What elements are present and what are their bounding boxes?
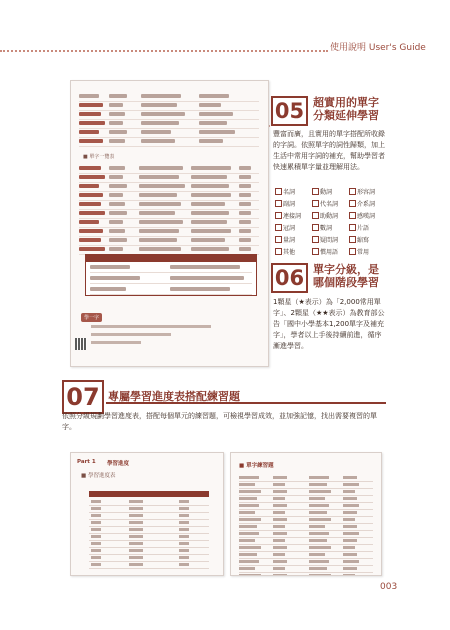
checklist-item-label: 疑問詞 xyxy=(320,237,339,244)
header-title: 使用說明 User's Guide xyxy=(330,43,426,53)
section-07-underline xyxy=(106,402,386,404)
checklist-item-label: 連接詞 xyxy=(283,213,302,220)
thumbnail-note-line xyxy=(91,341,141,344)
thumbnail-example-box xyxy=(85,254,257,296)
progress-page-thumbnail xyxy=(70,452,224,576)
checklist-item-label: 感嘆詞 xyxy=(357,213,376,220)
checkbox-icon xyxy=(312,212,319,219)
exercise-heading: ■ 單字練習題 xyxy=(239,463,274,469)
checklist-item xyxy=(312,212,348,221)
checkbox-icon xyxy=(275,212,282,219)
progress-subheading: ■ 學習進度表 xyxy=(81,473,116,479)
checklist-item-label: 形容詞 xyxy=(357,189,376,196)
thumbnail-caption: ■ 單字一覽表 xyxy=(83,154,115,160)
progress-heading: 學習進度 xyxy=(107,461,130,467)
checkbox-icon xyxy=(312,188,319,195)
checklist-item-label: 慣用語 xyxy=(320,249,339,256)
section-05-title-line1: 超實用的單字 xyxy=(313,96,379,109)
checklist-item xyxy=(275,236,311,245)
section-07-title: 專屬學習進度表搭配練習題 xyxy=(108,390,240,403)
qr-code-icon xyxy=(75,338,87,350)
checklist-item xyxy=(349,188,385,197)
checklist-item-label: 量詞 xyxy=(283,237,296,244)
checklist-item xyxy=(349,212,385,221)
thumbnail-table-top xyxy=(79,93,259,147)
checklist-item xyxy=(312,248,348,257)
section-05-number: 05 xyxy=(271,96,308,126)
checklist-item xyxy=(312,188,348,197)
progress-table-header xyxy=(89,491,209,497)
checkbox-icon xyxy=(312,224,319,231)
checklist-item xyxy=(312,236,348,245)
thumbnail-note-tag: 學一字 xyxy=(81,313,102,322)
checkbox-icon xyxy=(312,248,319,255)
checklist-item xyxy=(275,248,311,257)
section-05-title-line2: 分類延伸學習 xyxy=(313,109,379,122)
checkbox-icon xyxy=(275,188,282,195)
section-07-number: 07 xyxy=(62,380,104,414)
section-06-number: 06 xyxy=(271,263,308,293)
thumbnail-note-line xyxy=(91,325,211,328)
checkbox-icon xyxy=(349,188,356,195)
checklist-item-label: 其他 xyxy=(283,249,296,256)
checklist-item-label: 助動詞 xyxy=(320,213,339,220)
thumbnail-note-line xyxy=(91,333,171,336)
checklist-item xyxy=(349,248,385,257)
checkbox-icon xyxy=(275,248,282,255)
progress-part-tag: Part 1 xyxy=(77,459,96,465)
checkbox-icon xyxy=(349,248,356,255)
checkbox-icon xyxy=(312,236,319,243)
checkbox-icon xyxy=(275,236,282,243)
checklist-item xyxy=(312,224,348,233)
checklist-item-label: 冠詞 xyxy=(283,225,296,232)
checklist-item-label: 動詞 xyxy=(320,189,333,196)
exercise-table xyxy=(239,475,373,576)
progress-table xyxy=(89,499,209,569)
part-of-speech-checklist xyxy=(275,188,385,257)
header-rule xyxy=(0,50,328,52)
checklist-item-label: 名詞 xyxy=(283,189,296,196)
checkbox-icon xyxy=(349,200,356,207)
checklist-item-label: 代名詞 xyxy=(320,201,339,208)
checklist-item-label: 常用 xyxy=(357,249,370,256)
checklist-item xyxy=(275,200,311,209)
thumbnail-table-main xyxy=(79,165,259,255)
checkbox-icon xyxy=(349,236,356,243)
checklist-item-label: 片語 xyxy=(357,225,370,232)
checkbox-icon xyxy=(349,212,356,219)
section-06-title-line1: 單字分級，是 xyxy=(313,263,379,276)
checkbox-icon xyxy=(275,224,282,231)
checklist-item xyxy=(312,200,348,209)
checklist-item xyxy=(275,224,311,233)
section-06-title-line2: 哪個階段學習 xyxy=(313,276,379,289)
checklist-item-label: 介系詞 xyxy=(357,201,376,208)
checklist-item xyxy=(349,236,385,245)
checklist-item xyxy=(275,212,311,221)
checklist-item-label: 數詞 xyxy=(320,225,333,232)
checkbox-icon xyxy=(312,200,319,207)
page-number: 003 xyxy=(380,582,398,592)
section-05-body: 豐富而廣，且實用的單字搭配所收錄的字詞。依照單字的詞性歸類，加上生活中常用字詞的補充，幫助學習者快速累積單字量並理解用法。 xyxy=(273,130,385,171)
checklist-item xyxy=(275,188,311,197)
checklist-item-label: 縮寫 xyxy=(357,237,370,244)
section-06-title xyxy=(313,263,379,289)
checklist-item-label: 副詞 xyxy=(283,201,296,208)
checklist-item xyxy=(349,224,385,233)
exercise-page-thumbnail xyxy=(230,452,382,576)
checklist-item xyxy=(349,200,385,209)
section-05-title xyxy=(313,96,379,122)
section-06-body: 1顆星（★表示）為「2,000常用單字」、2顆星（★★表示）為教育部公告「國中小學基本1,200單字及補充字」，學者以上手後持續前進，循序漸進學習。 xyxy=(273,298,385,350)
dictionary-page-thumbnail xyxy=(70,80,269,367)
section-07-body: 依照分級規劃學習進度表，搭配每個單元的練習題，可檢視學習成效，並加強記憶，找出需要複習的單字。 xyxy=(62,412,377,431)
checkbox-icon xyxy=(349,224,356,231)
checkbox-icon xyxy=(275,200,282,207)
